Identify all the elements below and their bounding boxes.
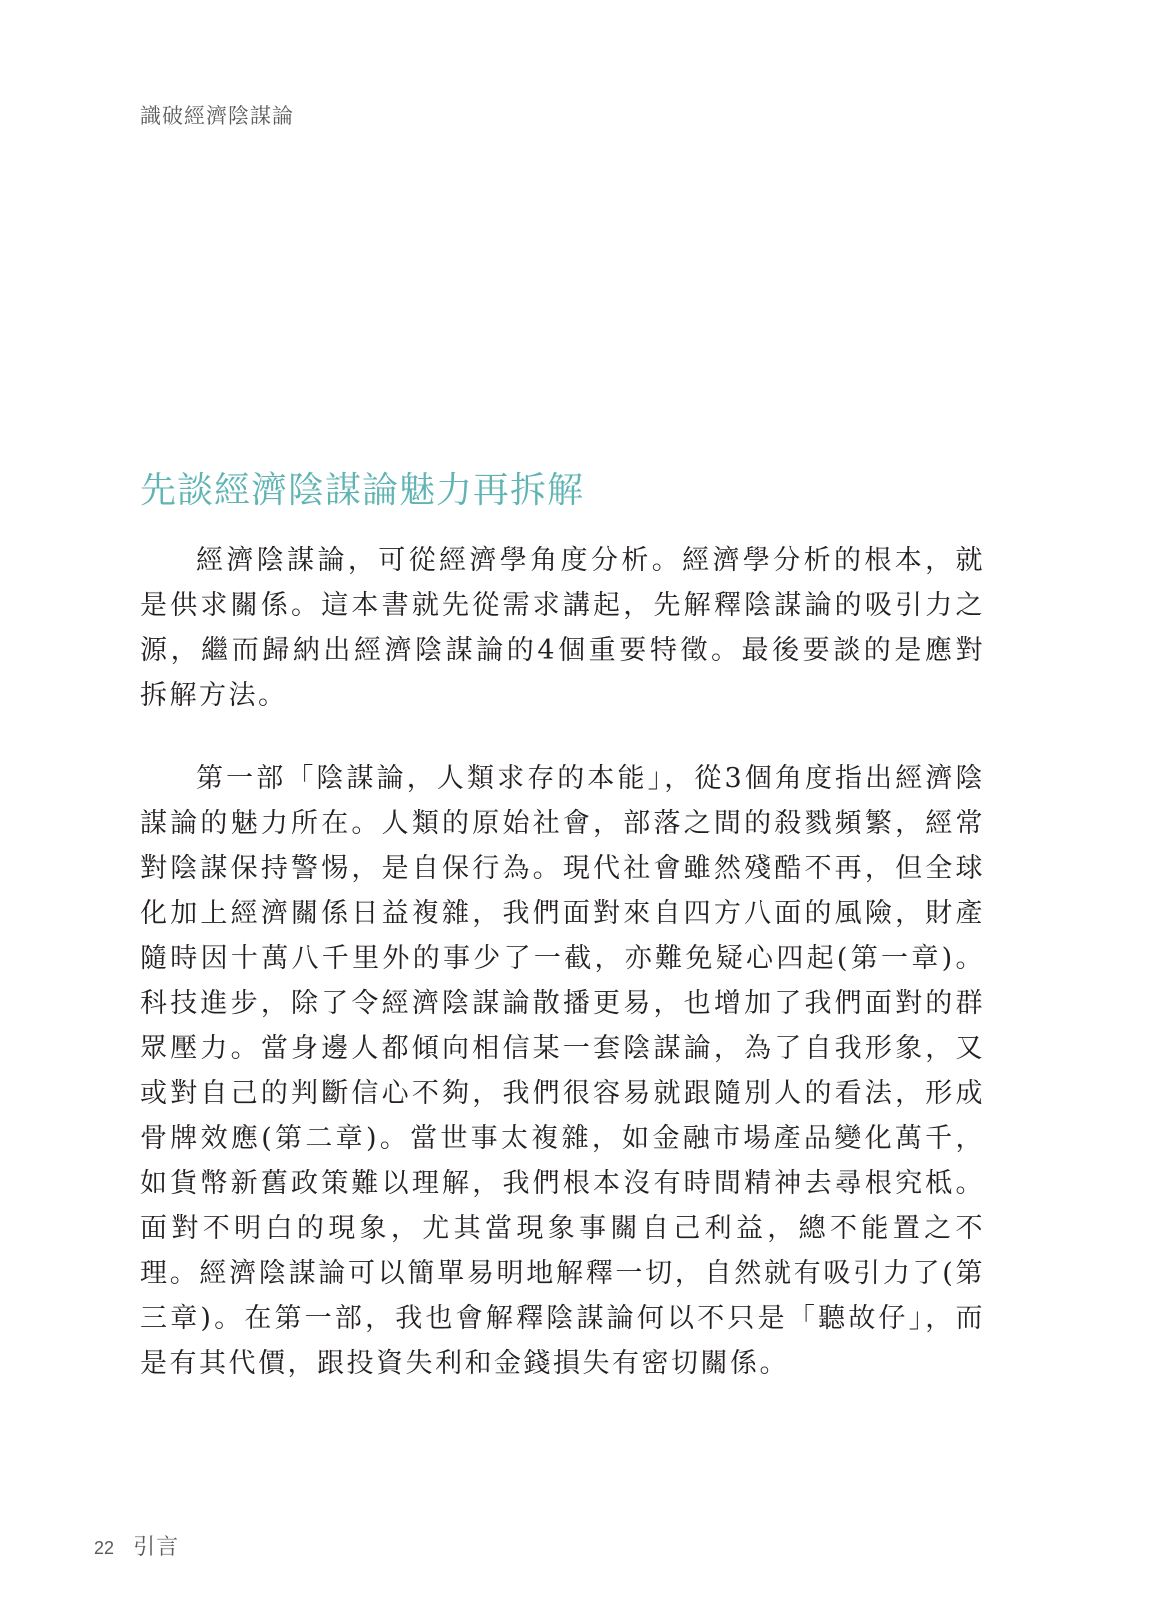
body-paragraph-2: 第一部「陰謀論，人類求存的本能」，從3個角度指出經濟陰謀論的魅力所在。人類的原始社會，部落之間的殺戮頻繁，經常對陰謀保持警惕，是自保行為。現代社會雖然殘酷不再，但全球化加上經濟關係日益複雜，我們面對來自四方八面的風險，財產隨時因十萬八千里外的事少了一截，亦難免疑心四起(第一章)。科技進步，除了令經濟陰謀論散播更易，也增加了我們面對的群眾壓力。當身邊人都傾向相信某一套陰謀論，為了自我形象，又或對自己的判斷信心不夠，我們很容易就跟隨別人的看法，形成骨牌效應(第二章)。當世事太複雜，如金融市場產品變化萬千，如貨幣新舊政策難以理解，我們根本沒有時間精神去尋根究柢。面對不明白的現象，尤其當現象事關自己利益，總不能置之不理。經濟陰謀論可以簡單易明地解釋一切，自然就有吸引力了(第三章)。在第一部，我也會解釋陰謀論何以不只是「聽故仔」，而是有其代價，跟投資失利和金錢損失有密切關係。 — [140, 763, 985, 1379]
running-header: 識破經濟陰謀論 — [140, 104, 294, 128]
page-number: 22 — [94, 1538, 115, 1558]
body-paragraph-1: 經濟陰謀論，可從經濟學角度分析。經濟學分析的根本，就是供求關係。這本書就先從需求講起，先解釋陰謀論的吸引力之源，繼而歸納出經濟陰謀論的4個重要特徵。最後要談的是應對拆解方法。 — [140, 545, 985, 711]
section-heading: 先談經濟陰謀論魅力再拆解 — [140, 470, 585, 511]
page-footer — [94, 1530, 179, 1561]
footer-section-label: 引言 — [133, 1535, 180, 1560]
